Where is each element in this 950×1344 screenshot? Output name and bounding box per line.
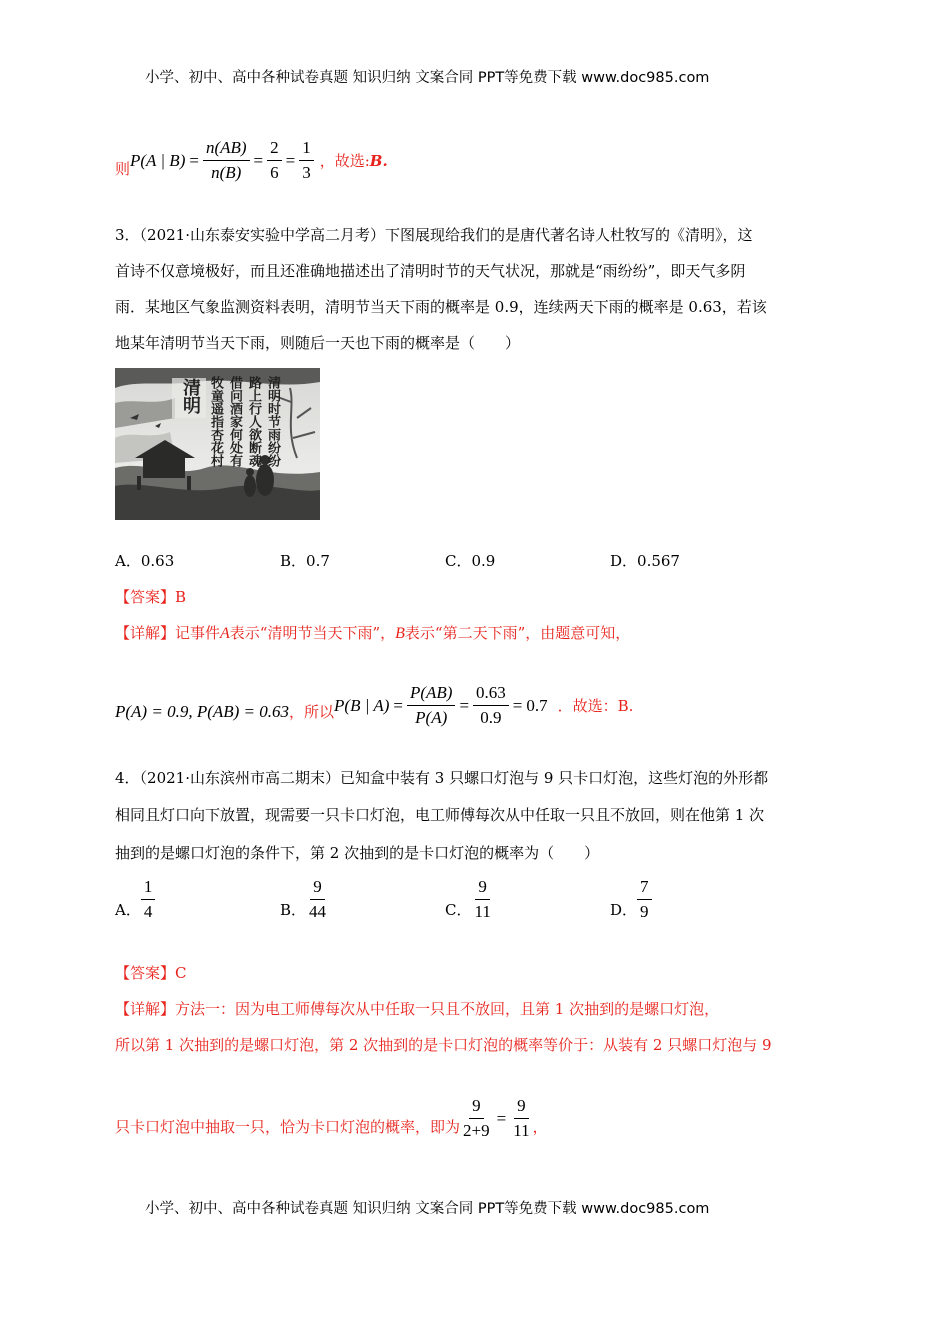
q4-option-d: D． $\frac{7}{9}$ (610, 877, 652, 922)
q4-answer: 【答案】C (115, 964, 187, 982)
q4-option-a: A． $\frac{1}{4}$ (115, 877, 155, 922)
q3-eq-frac-2: $\frac{0.63}{0.9}$ (473, 683, 509, 728)
top-solution-formula: 则 P(A | B) = $\frac{n(AB)}{n(B)}$ = $\frac{2}{6}$ = $\frac{1}{3}$ ，故选: B. (115, 138, 388, 182)
q3-eq-result: 0.7 (526, 695, 548, 715)
q4-final-frac-1: $\frac{9}{2+9}$ (463, 1096, 490, 1140)
poem-line-2: 路上行人欲断魂 (246, 376, 261, 467)
poem-line-4: 牧童遥指杏花村 (208, 376, 223, 467)
q4-detail-line-1: 【详解】方法一：因为电工师傅每次从中任取一只且不放回，且第 1 次抽到的是螺口灯泡， (115, 1000, 720, 1018)
poem-line-1: 清明时节雨纷纷 (265, 376, 280, 467)
q4-option-b: B． $\frac{9}{44}$ (280, 877, 327, 921)
page-header: 小学、初中、高中各种试卷真题 知识归纳 文案合同 PPT等免费下载 www.doc985.com (145, 70, 710, 86)
q3-eq-frac-1: $\frac{P(AB)}{P(A)}$ (407, 683, 455, 728)
page-footer: 小学、初中、高中各种试卷真题 知识归纳 文案合同 PPT等免费下载 www.doc985.com (145, 1201, 710, 1217)
q4-line-3: 抽到的是螺口灯泡的条件下，第 2 次抽到的是卡口灯泡的概率为（ ） (115, 844, 600, 862)
poem-line-3: 借问酒家何处有 (227, 376, 242, 467)
q4-detail-line-2: 所以第 1 次抽到的是螺口灯泡，第 2 次抽到的是卡口灯泡的概率等价于：从装有 2 只螺口灯泡与 9 (115, 1036, 772, 1054)
q3-line-3: 雨．某地区气象监测资料表明，清明节当天下雨的概率是 0.9，连续两天下雨的概率是 0.63，若该 (115, 298, 767, 316)
q3-option-b: B．0.7 (280, 552, 330, 570)
q4-line-2: 相同且灯口向下放置，现需要一只卡口灯泡，电工师傅每次从中任取一只且不放回，则在他第 1 次 (115, 806, 765, 824)
qingming-poem-image (115, 368, 320, 520)
q3-line-4: 地某年清明节当天下雨，则随后一天也下雨的概率是（ ） (115, 334, 521, 352)
q3-eq-lhs: P(B | A) (334, 695, 390, 715)
q3-line-1: 3．（2021·山东泰安实验中学高二月考）下图展现给我们的是唐代著名诗人杜牧写的《清明》，这 (115, 226, 753, 244)
q3-so: ，所以 (289, 703, 335, 721)
top-solution-frac-1: $\frac{n(AB)}{n(B)}$ (203, 138, 250, 183)
q4-option-c: C． $\frac{9}{11}$ (445, 877, 491, 921)
top-solution-choice: B. (369, 151, 388, 170)
q3-option-d: D．0.567 (610, 552, 680, 570)
top-solution-lhs: P(A | B) (130, 150, 186, 170)
q3-given: P(A) = 0.9, P(AB) = 0.63 (115, 702, 290, 721)
top-solution-suffix: ，故选: (319, 151, 370, 170)
q4-line-1: 4．（2021·山东滨州市高二期末）已知盒中装有 3 只螺口灯泡与 9 只卡口灯泡，这些灯泡的外形都 (115, 769, 769, 787)
poem-text (207, 376, 280, 467)
top-solution-prefix: 则 (115, 160, 131, 178)
q4-final-frac-2: $\frac{9}{11}$ (513, 1096, 530, 1140)
q3-option-a: A．0.63 (115, 552, 175, 570)
q4-detail-line-3: 只卡口灯泡中抽取一只，恰为卡口灯泡的概率，即为 $\frac{9}{2+9}$ = $\frac{9}{11}$ ， (115, 1096, 548, 1140)
top-solution-frac-2: $\frac{2}{6}$ (267, 138, 282, 183)
top-solution-frac-3: $\frac{1}{3}$ (299, 138, 314, 183)
q3-option-c: C．0.9 (445, 552, 496, 570)
q3-detail: 【详解】记事件A表示“清明节当天下雨”，B表示“第二天下雨”，由题意可知， (115, 624, 631, 642)
poem-title: 清明 (180, 378, 201, 414)
q3-line-2: 首诗不仅意境极好，而且还准确地描述出了清明时节的天气状况，那就是“雨纷纷”，即天气多阴 (115, 262, 746, 280)
q3-choice: ．故选：B. (557, 696, 634, 715)
q3-detail-formula: P(A) = 0.9, P(AB) = 0.63 ，所以 P(B | A) = $\frac{P(AB)}{P(A)}$ = $\frac{0.63}{0.9}$ = 0.7 ．故选：B. (115, 683, 634, 727)
q3-answer: 【答案】B (115, 588, 187, 606)
